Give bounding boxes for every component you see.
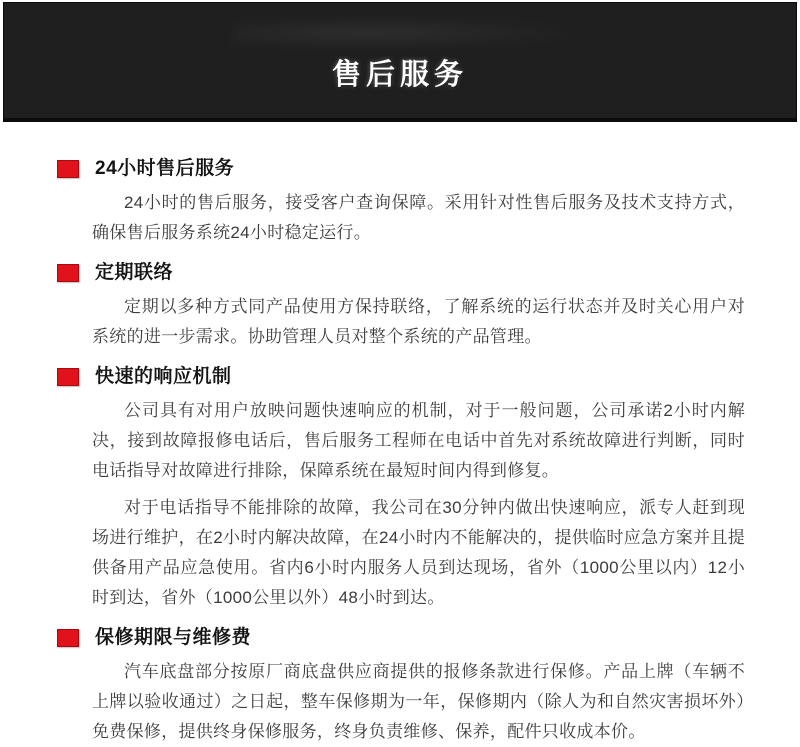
section-heading-row: [57, 157, 745, 181]
section-24h-service: [57, 157, 745, 248]
section-heading-row: [57, 626, 745, 650]
red-square-bullet-icon: [57, 368, 79, 386]
section-paragraph: 对于电话指导不能排除的故障，我公司在30分钟内做出快速响应，派专人赶到现场进行维护，在2小时内解决故障，在24小时内不能解决的，提供临时应急方案并且提供备用产品应急使用。省内6小时内服务人员到达现场，省外（1000公里以内）12小时到达，省外（1000公里以外）48小时到达。: [92, 498, 745, 607]
section-heading: 保修期限与维修费: [95, 627, 252, 648]
section-paragraph: 汽车底盘部分按原厂商底盘供应商提供的报修条款进行保修。产品上牌（车辆不上牌以验收通过）之日起，整车保修期为一年，保修期内（除人为和自然灾害损坏外）免费保修，提供终身保修服务，终身负责维修、保养，配件只收成本价。: [92, 662, 745, 741]
content-area: [0, 122, 800, 747]
red-square-bullet-icon: [57, 629, 79, 647]
section-heading-row: [57, 261, 745, 285]
section-heading: 快速的响应机制: [95, 366, 232, 387]
section-heading: 24小时售后服务: [95, 158, 235, 179]
red-square-bullet-icon: [57, 264, 79, 282]
red-square-bullet-icon: [57, 160, 79, 178]
section-regular-contact: [57, 261, 745, 352]
section-warranty-fees: [57, 626, 745, 747]
section-paragraph: 24小时的售后服务，接受客户查询保障。采用针对性售后服务及技术支持方式，确保售后服务系统24小时稳定运行。: [92, 193, 745, 242]
watermark-smudge: [227, 16, 578, 50]
section-heading: 定期联络: [95, 262, 174, 283]
after-sales-service-page: [0, 2, 800, 743]
page-header-banner: [3, 2, 797, 122]
section-paragraph: 公司具有对用户放映问题快速响应的机制，对于一般问题，公司承诺2小时内解决，接到故障报修电话后，售后服务工程师在电话中首先对系统故障进行判断，同时电话指导对故障进行排除，保障系统在最短时间内得到修复。: [92, 401, 745, 480]
section-paragraph: 定期以多种方式同产品使用方保持联络，了解系统的运行状态并及时关心用户对系统的进一步需求。协助管理人员对整个系统的产品管理。: [92, 297, 745, 346]
section-heading-row: [57, 365, 745, 389]
page-title: 售后服务: [331, 59, 468, 91]
section-fast-response: [57, 365, 745, 613]
